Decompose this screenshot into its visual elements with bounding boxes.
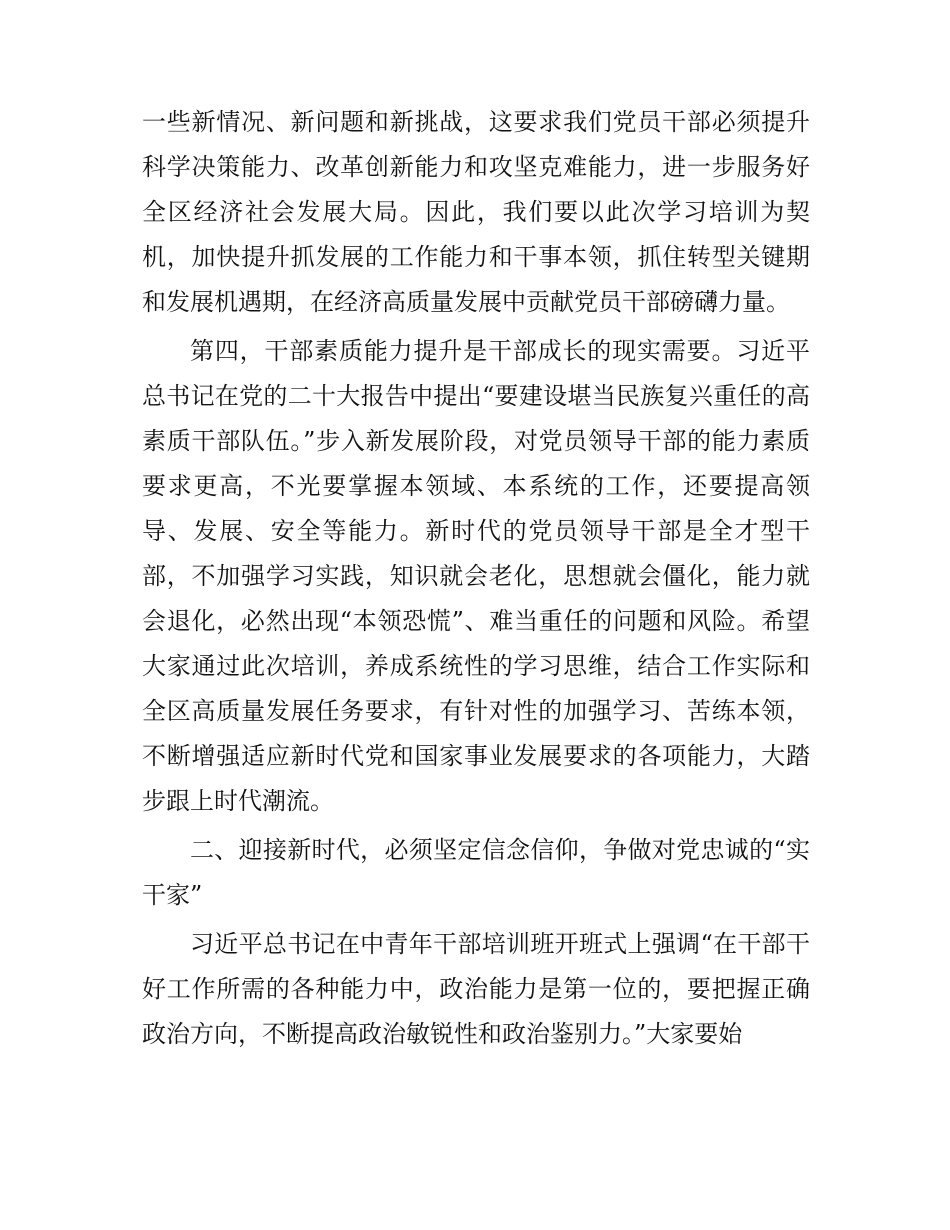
paragraph-fourth-point: 第四，干部素质能力提升是干部成长的现实需要。习近平总书记在党的二十大报告中提出“要建设堪当民族复兴重任的高素质干部队伍。”步入新发展阶段，对党员领导干部的能力素质要求更高，不光要掌握本领域、本系统的工作，还要提高领导、发展、安全等能力。新时代的党员领导干部是全才型干部，不加强学习实践，知识就会老化，思想就会僵化，能力就会退化，必然出现“本领恐慌”、难当重任的问题和风险。希望大家通过此次培训，养成系统性的学习思维，结合工作实际和全区高质量发展任务要求，有针对性的加强学习、苦练本领，不断增强适应新时代党和国家事业发展要求的各项能力，大踏步跟上时代潮流。 — [142, 337, 810, 815]
paragraph-continuation: 一些新情况、新问题和新挑战，这要求我们党员干部必须提升科学决策能力、改革创新能力和攻坚克难能力，进一步服务好全区经济社会发展大局。因此，我们要以此次学习培训为契机，加快提升抓发展的工作能力和干事本领，抓住转型关键期和发展机遇期，在经济高质量发展中贡献党员干部磅礴力量。 — [142, 108, 810, 316]
document-body — [142, 100, 810, 1057]
section-heading: 二、迎接新时代，必须坚定信念信仰，争做对党忠诚的“实干家” — [142, 836, 810, 909]
paragraph-political-ability: 习近平总书记在中青年干部培训班开班式上强调“在干部干好工作所需的各种能力中，政治能力是第一位的，要把握正确政治方向，不断提高政治敏锐性和政治鉴别力。”大家要始 — [142, 930, 810, 1048]
